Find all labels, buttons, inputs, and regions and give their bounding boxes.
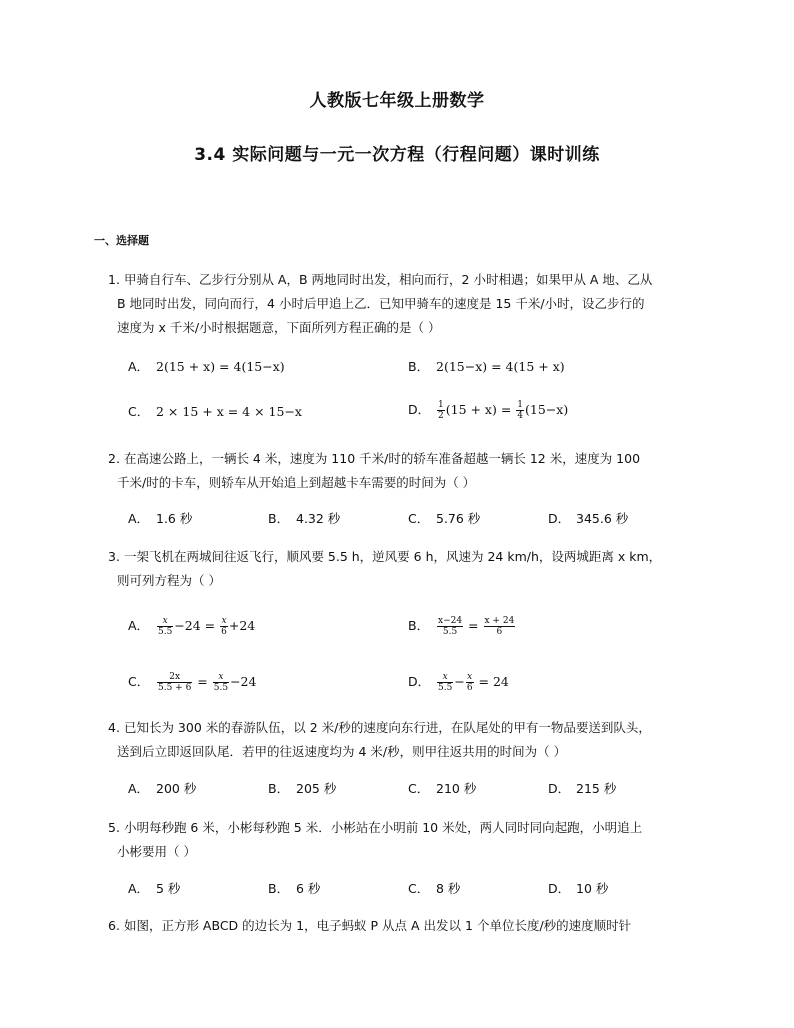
option-c[interactable]: C． 5.76 秒	[408, 511, 481, 526]
fraction: $\frac{1}{4}$	[517, 400, 524, 421]
question-5	[108, 816, 708, 864]
fraction: $\frac{1}{2}$	[438, 400, 444, 421]
option-a[interactable]: A． 2(15 + x) = 4(15−x)	[128, 359, 285, 374]
question-2	[108, 447, 708, 495]
option-b[interactable]: B． 6 秒	[268, 881, 321, 896]
option-text: 1.6 秒	[156, 511, 193, 526]
question-6	[108, 914, 708, 938]
option-b[interactable]: B． 4.32 秒	[268, 511, 341, 526]
option-text: 2 × 15 + x = 4 × 15−x	[156, 404, 302, 419]
document-title: 人教版七年级上册数学	[309, 91, 485, 111]
question-text-line: 一架飞机在两城间往返飞行，顺风要 5.5 h，逆风要 6 h，风速为 24 km/h，设两城距离 x km，	[123, 549, 662, 564]
option-text: 210 秒	[436, 781, 477, 796]
question-text-line: 千米/时的卡车，则轿车从开始追上到超越卡车需要的时间为（ ）	[117, 475, 476, 490]
option-text: 215 秒	[576, 781, 617, 796]
question-text-line: 小彬要用（ ）	[117, 844, 196, 859]
option-a[interactable]: A． 5 秒	[128, 881, 181, 896]
option-a[interactable]: A． 1.6 秒	[128, 511, 193, 526]
question-text-line: B 地同时出发，同向而行，4 小时后甲追上乙．已知甲骑车的速度是 15 千米/小时，设乙步行的	[117, 296, 645, 311]
fraction: $\frac{x}{6}$	[466, 672, 473, 693]
question-3	[108, 545, 708, 593]
question-number: 1.	[108, 272, 120, 287]
option-text: 2(15−x) = 4(15 + x)	[436, 359, 565, 374]
fraction: $\frac{2x}{5.5 + 6}$	[158, 672, 192, 693]
fraction: $\frac{x}{5.5}$	[158, 616, 173, 637]
option-d[interactable]: D． $\frac{x}{5.5}$ − $\frac{x}{6}$ = 24	[408, 672, 509, 693]
option-text: 10 秒	[576, 881, 609, 896]
option-b[interactable]: B． 205 秒	[268, 781, 337, 796]
option-c[interactable]: C． 8 秒	[408, 881, 461, 896]
fraction: $\frac{x}{5.5}$	[213, 672, 229, 693]
option-b[interactable]: B． 2(15−x) = 4(15 + x)	[408, 359, 565, 374]
fraction: $\frac{x}{5.5}$	[438, 672, 453, 693]
question-text-line: 速度为 x 千米/小时根据题意，下面所列方程正确的是（ ）	[117, 320, 441, 335]
option-text: 2(15 + x) = 4(15−x)	[156, 359, 285, 374]
question-text-line: 已知长为 300 米的春游队伍，以 2 米/秒的速度向东行进，在队尾处的甲有一物品要送到队头，	[123, 720, 651, 735]
option-a[interactable]: A． 200 秒	[128, 781, 197, 796]
option-text: 200 秒	[156, 781, 197, 796]
option-c[interactable]: C． 210 秒	[408, 781, 477, 796]
option-a[interactable]: A． $\frac{x}{5.5}$ −24 = $\frac{x}{6}$ +24	[128, 616, 256, 637]
question-number: 4.	[108, 720, 120, 735]
option-d[interactable]: D． 10 秒	[548, 881, 609, 896]
option-text: 4.32 秒	[296, 511, 341, 526]
option-c[interactable]: C． 2 × 15 + x = 4 × 15−x	[128, 404, 302, 419]
option-d[interactable]: D． 345.6 秒	[548, 511, 629, 526]
fraction: $\frac{x + 24}{6}$	[484, 616, 515, 637]
option-text: 5.76 秒	[436, 511, 481, 526]
document-subtitle: 3.4 实际问题与一元一次方程（行程问题）课时训练	[194, 145, 600, 165]
option-b[interactable]: B． $\frac{x-24}{5.5}$ = $\frac{x + 24}{6}$	[408, 616, 515, 637]
option-text: 205 秒	[296, 781, 337, 796]
question-number: 5.	[108, 820, 120, 835]
question-text-line: 在高速公路上，一辆长 4 米，速度为 110 千米/时的轿车准备超越一辆长 12 米，速度为 100	[123, 451, 641, 466]
option-text: 8 秒	[436, 881, 461, 896]
fraction: $\frac{x-24}{5.5}$	[438, 616, 463, 637]
question-text-line: 则可列方程为（ ）	[117, 573, 221, 588]
question-text-line: 甲骑自行车、乙步行分别从 A，B 两地同时出发，相向而行，2 小时相遇；如果甲从 A 地、乙从	[123, 272, 653, 287]
question-text-line: 送到后立即返回队尾．若甲的往返速度均为 4 米/秒，则甲往返共用的时间为（ ）	[117, 744, 567, 759]
option-d[interactable]: D． 215 秒	[548, 781, 617, 796]
question-number: 6.	[108, 918, 120, 933]
question-text-line: 如图，正方形 ABCD 的边长为 1，电子蚂蚁 P 从点 A 出发以 1 个单位长度/秒的速度顺时针	[123, 918, 632, 933]
question-number: 3.	[108, 549, 120, 564]
option-d[interactable]: D． $\frac{1}{2}$ (15 + x) = $\frac{1}{4}$ (15−x)	[408, 400, 569, 421]
option-text: 6 秒	[296, 881, 321, 896]
option-c[interactable]: C． $\frac{2x}{5.5 + 6}$ = $\frac{x}{5.5}$ −24	[128, 672, 257, 693]
question-number: 2.	[108, 451, 120, 466]
question-1	[108, 268, 708, 340]
fraction: $\frac{x}{6}$	[221, 616, 227, 637]
question-text-line: 小明每秒跑 6 米，小彬每秒跑 5 米．小彬站在小明前 10 米处，两人同时同向起跑，小明追上	[123, 820, 643, 835]
option-text: 345.6 秒	[576, 511, 629, 526]
option-text: 5 秒	[156, 881, 181, 896]
section-title: 一、选择题	[94, 234, 149, 247]
question-4	[108, 716, 708, 764]
